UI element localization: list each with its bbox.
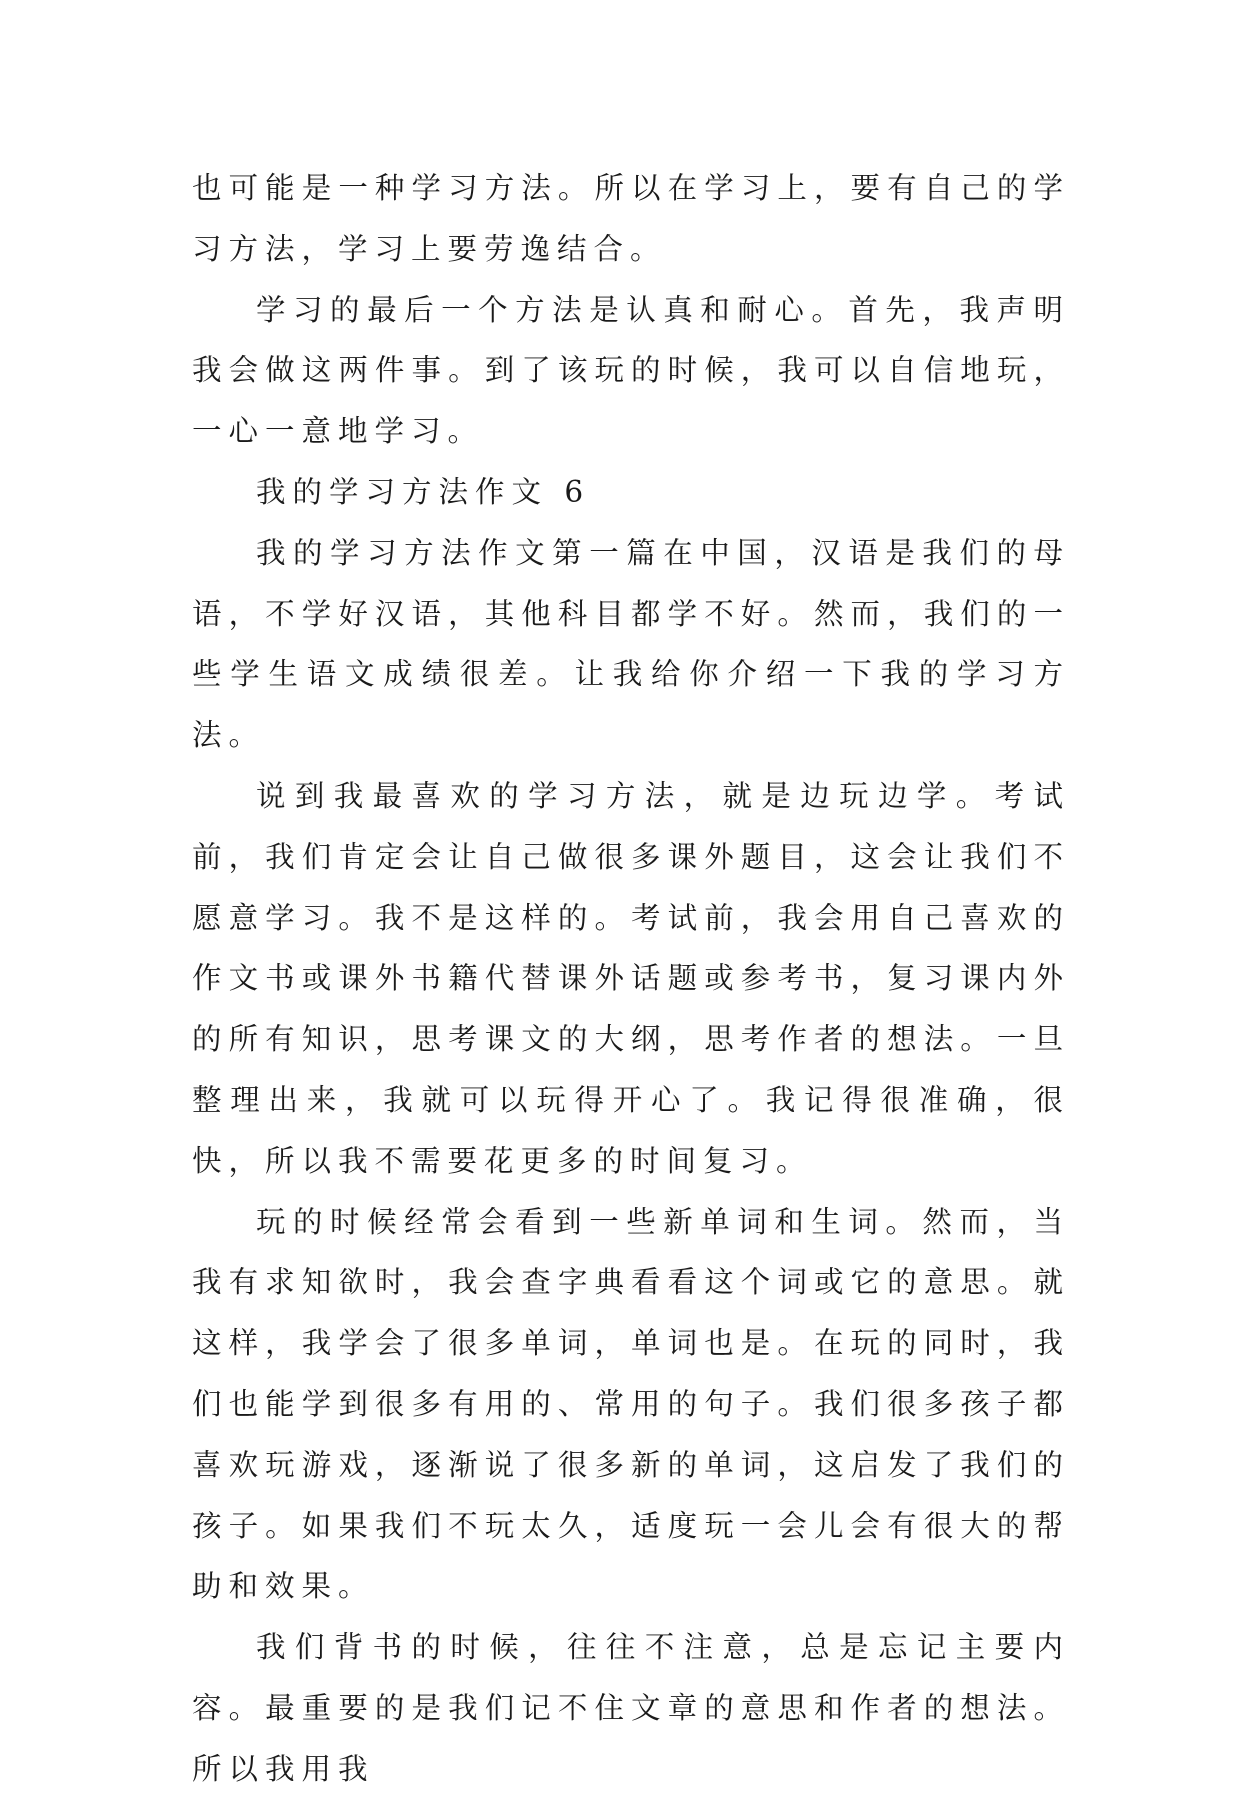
- paragraph: 我们背书的时候，往往不注意，总是忘记主要内容。最重要的是我们记不住文章的意思和作者的想法。所以我用我: [192, 1630, 1070, 1786]
- paragraph-continued: 也可能是一种学习方法。所以在学习上，要有自己的学习方法，学习上要劳逸结合。: [192, 171, 1070, 266]
- paragraph: 玩的时候经常会看到一些新单词和生词。然而，当我有求知欲时，我会查字典看看这个词或它的意思。就这样，我学会了很多单词，单词也是。在玩的同时，我们也能学到很多有用的、常用的句子。我们很多孩子都喜欢玩游戏，逐渐说了很多新的单词，这启发了我们的孩子。如果我们不玩太久，适度玩一会儿会有很大的帮助和效果。: [192, 1204, 1070, 1604]
- section-heading: 我的学习方法作文 6: [256, 474, 591, 509]
- paragraph: 我的学习方法作文第一篇在中国，汉语是我们的母语，不学好汉语，其他科目都学不好。然而，我们的一些学生语文成绩很差。让我给你介绍一下我的学习方法。: [192, 535, 1070, 753]
- paragraph: 说到我最喜欢的学习方法，就是边玩边学。考试前，我们肯定会让自己做很多课外题目，这会让我们不愿意学习。我不是这样的。考试前，我会用自己喜欢的作文书或课外书籍代替课外话题或参考书，复习课内外的所有知识，思考课文的大纲，思考作者的想法。一旦整理出来，我就可以玩得开心了。我记得很准确，很快，所以我不需要花更多的时间复习。: [192, 778, 1070, 1178]
- paragraph: 学习的最后一个方法是认真和耐心。首先，我声明我会做这两件事。到了该玩的时候，我可以自信地玩，一心一意地学习。: [192, 292, 1070, 449]
- document-body: [192, 158, 1070, 1800]
